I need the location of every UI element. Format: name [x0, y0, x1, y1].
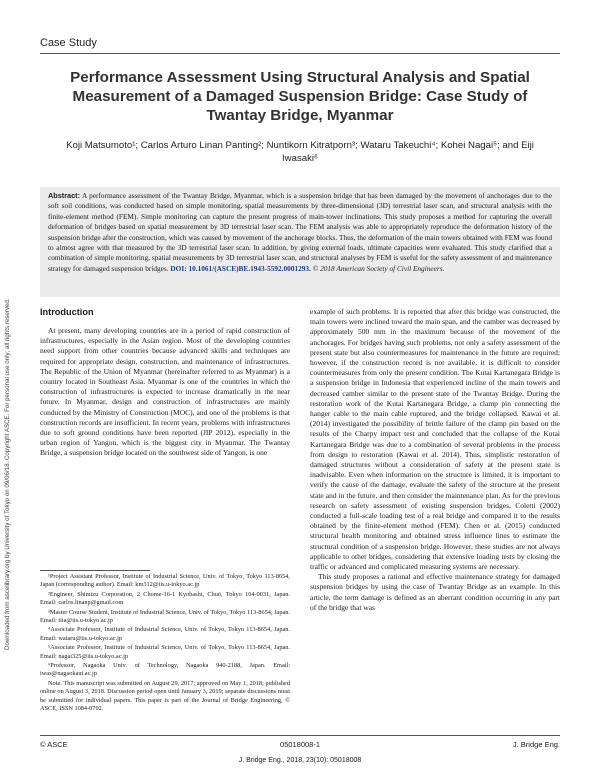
abstract-box	[40, 187, 560, 297]
footnote-divider	[40, 570, 150, 571]
manuscript-note: Note. This manuscript was submitted on August 29, 2017; approved on May 1, 2018; published online on August 3, 2018. Discussion period open until January 3, 2019; separate discussions must be submitted for individual papers. This paper is part of the Journal of Bridge Engineering, © ASCE, ISSN 1084-0702.	[40, 679, 290, 713]
footer-citation: J. Bridge Eng., 2018, 23(10): 05018008	[238, 757, 362, 764]
footer-page-id: 05018008-1	[279, 740, 321, 749]
right-column-body	[310, 307, 560, 613]
doi-link[interactable]: DOI: 10.1061/(ASCE)BE.1943-5592.0001293.	[170, 263, 311, 273]
footer-divider	[40, 735, 560, 736]
footer-journal: J. Bridge Eng.	[512, 740, 560, 749]
right-paragraph-1: example of such problems. It is reported that after this bridge was constructed, the main towers were inclined toward the main span, and the camber was decreased by approximately 500 mm in the maximum because of the movement of the anchorages. For bridges having such problems, not only a safety assessment of the present state but also countermeasures for maintenance in the future are required; however, if the construction record is not available, it is difficult to consider countermeasures from only the present condition. The Kutai Kartanegara Bridge is a suspension bridge in Indonesia that experienced incline of the main towers and decreased camber similar to the present state of the Twantay Bridge. During the restoration work of the Kutai Kartanegara Bridge, a clamp pin connecting the hanger cable to the main cable ruptured, and the bridge collapsed. Kawai et al. (2014) investigated the possibility of brittle failure of the clamp pin based on the results of the Charpy impact test and concluded that the collapse of the Kutai Kartanegara Bridge was due to a combination of several problems in the process from design to restoration (Kawai et al. 2014). Thus, simplistic restoration of damaged structures without a consideration of safety at the present state is inadvisable. Even when information on the structure is limited, it is important to verify the cause of the damage, evaluate the safety of the structure at the present state and in the future, and then consider the maintenance plan. As for the previous research on safety assessment of existing suspension bridges, Coletti (2002) conducted a full-scale loading test of a real bridge and compared it to the results obtained by the finite-element method (FEM). Chen et al. (2015) conducted structural health monitoring and obtained stress influence lines to estimate the structural condition of a suspension bridge. However, these studies are not always applicable to other bridges, considering that extensive loading tests by closing the traffic or advanced and complicated measuring systems are necessary.	[310, 307, 560, 572]
paper-title: Performance Assessment Using Structural Analysis and Spatial Measurement of a Damaged Suspension Bridge: Case Study of Twantay Bridge, Myanmar	[70, 69, 530, 124]
introduction-heading: Introduction	[40, 307, 94, 317]
footnote-6: ⁶Professor, Nagaoka Univ. of Technology, Nagaoka 940-2188, Japan. Email: iwas@nagaokaut.ac.jp	[40, 662, 290, 678]
header-divider	[40, 53, 560, 54]
footnotes	[40, 573, 290, 715]
left-column-body	[40, 326, 290, 459]
abstract-paragraph	[48, 191, 552, 274]
abstract-text: A performance assessment of the Twantay Bridge, Myanmar, which is a suspension bridge that has been damaged by the movement of anchorages due to the soft soil conditions, was conducted based on simple monitoring, spatial measurements by three-dimensional (3D) terrestrial laser scan, and structural analysis with the finite-element method (FEM). Simple monitoring can capture the present progress of main-tower inclinations. This study proposes a method for capturing the overall deformation of bridges based on spatial measurement by 3D terrestrial laser scan. The FEM analysis was able to appropriately reproduce the deformation history of the suspension bridge after the construction, which was caused by movement of the anchorage blocks. Thus, the deformation of the main towers obtained with FEM was found to almost agree with that measured by the 3D terrestrial laser scan. In addition, by giving external loads, ultimate capacities were evaluated. This study clarified that a combination of simple monitoring, spatial measurements by 3D terrestrial laser scan, and structural analyses by FEM is useful for the safety assessment of and maintenance strategy for damaged suspension bridges.	[48, 191, 553, 273]
footnote-5: ⁵Associate Professor, Institute of Industrial Science, Univ. of Tokyo, Tokyo 113-8654, Japan. Email: nagai325@iis.u-tokyo.ac.jp	[40, 644, 290, 660]
footnote-2: ²Engineer, Shimizu Corporation, 2 Chome-16-1 Kyobashi, Chuō, Tokyo 104-0031, Japan. Email: carlos.linanp@gmail.com	[40, 590, 290, 607]
footnote-4: ⁴Associate Professor, Institute of Industrial Science, Univ. of Tokyo, Tokyo 113-8654, Japan. Email: wataru@iis.u-tokyo.ac.jp	[40, 626, 290, 642]
abstract-label: Abstract:	[48, 191, 81, 200]
download-notice-text: Downloaded from ascelibrary.org by University of Tokyo on 09/06/18. Copyright ASCE. For personal use only; all rights reserved.	[4, 298, 11, 650]
abstract-copyright: © 2018 American Society of Civil Engineers.	[312, 263, 445, 273]
author-list: Koji Matsumoto¹; Carlos Arturo Linan Panting²; Nuntikorn Kitratporn³; Wataru Takeuchi⁴; Kohei Nagai⁵; and Eiji Iwasaki⁶	[66, 140, 534, 164]
left-paragraph: At present, many developing countries are in a period of rapid construction of infrastructures, especially in the Asian region. Most of the developing countries need support from other countries because advanced skills and techniques are required for appropriate design, construction, and maintenance of infrastructures. The Republic of the Union of Myanmar (hereinafter referred to as Myanmar) is a country located in Southeast Asia. Myanmar is one of the countries in which the construction of infrastructures is expected to increase dramatically in the near future. In Myanmar, design and construction of infrastructures are mainly conducted by the Ministry of Construction (MOC), and one of the problems is that construction records are insufficient. In recent years, problems with infrastructures due to soft ground conditions have been reported (JIP 2012), especially in the urban region of Yangon, which is the biggest city in Myanmar. The Twantay Bridge, a suspension bridge located on the southwest side of Yangon, is one	[40, 326, 290, 458]
footer-copyright: © ASCE	[40, 740, 68, 749]
footnote-1: ¹Project Assistant Professor, Institute of Industrial Science, Univ. of Tokyo, Tokyo 113-8654, Japan (corresponding author). Email: km312@iis.u-tokyo.ac.jp	[40, 573, 290, 589]
footnote-3: ³Master Course Student, Institute of Industrial Science, Univ. of Tokyo, Tokyo 113-8654, Japan. Email: tiia@iis.u-tokyo.ac.jp	[40, 608, 290, 625]
right-paragraph-2: This study proposes a rational and effective maintenance strategy for damaged suspension bridges by using the case of Twantay Bridge as an example. In this article, the term damage is defined as an aberrant condition occurring in any part of the bridge that was	[310, 572, 560, 612]
download-notice	[2, 180, 14, 650]
section-type-label: Case Study	[40, 37, 97, 49]
